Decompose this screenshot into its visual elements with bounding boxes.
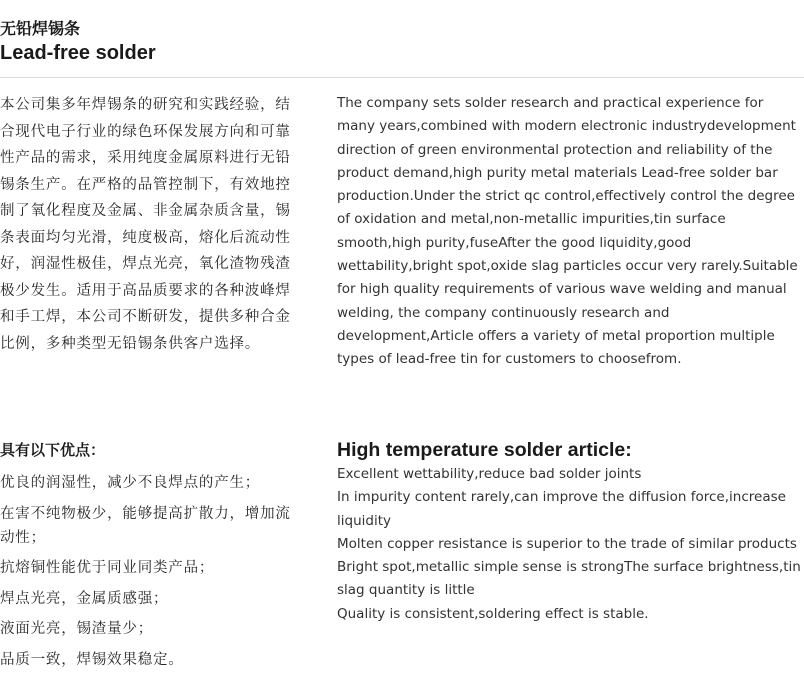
list-item: 焊点光亮，金属质感强； xyxy=(0,590,169,607)
advantages-list-chinese xyxy=(0,471,304,672)
intro-chinese-column xyxy=(0,92,304,357)
intro-paragraph-chinese: 本公司集多年焊锡条的研究和实践经验，结合现代电子行业的绿色环保发展方向和可靠性产品的需求，采用纯度金属原料进行无铅锡条生产。在严格的品管控制下，有效地控制了氧化程度及金属、非金属杂质含量，锡条表面均匀光滑，纯度极高，熔化后流动性好，润湿性极佳，焊点光亮，氧化渣物残渣极少发生。适用于高品质要求的各种波峰焊和手工焊，本公司不断研发，提供多种合金比例，多种类型无铅锡条供客户选择。 xyxy=(0,97,291,352)
list-item: Excellent wettability,reduce bad solder joints xyxy=(337,466,642,482)
page-title-english: Lead-free solder xyxy=(0,42,156,64)
intro-english-column xyxy=(337,92,804,372)
list-item: 抗熔铜性能优于同业同类产品； xyxy=(0,560,215,576)
list-item: 在害不纯物极少，能够提高扩散力，增加流动性； xyxy=(0,505,291,546)
advantages-chinese-section xyxy=(0,440,304,678)
advantages-list-english xyxy=(337,463,804,626)
intro-paragraph-english: The company sets solder research and practical experience for many years,combined with modern electronic industrydevelopment direction of green environmental protection and reliability of the product demand,high purity metal materials Lead-free solder bar production.Under the strict qc control,effectively control the degree of oxidation and metal,non-metallic impurities,tin surface smooth,high purity,fuseAfter the good liquidity,good wettability,bright spot,oxide slag particles occur very rarely.Suitable for high quality requirements of various wave welding and manual welding, the company continuously research and development,Article offers a variety of metal proportion multiple types of lead-free tin for customers to choosefrom. xyxy=(337,95,798,368)
list-item: In impurity content rarely,can improve the diffusion force,increase liquidity xyxy=(337,489,786,529)
advantages-heading-chinese: 具有以下优点： xyxy=(0,441,106,459)
list-item: 液面光亮，锡渣量少； xyxy=(0,621,153,637)
advantages-heading-english: High temperature solder article: xyxy=(337,439,632,461)
list-item: Molten copper resistance is superior to the trade of similar products xyxy=(337,535,797,552)
advantages-english-section xyxy=(337,438,804,626)
list-item: Bright spot,metallic simple sense is strongThe surface brightness,tin slag quantity is little xyxy=(337,559,801,599)
page-title-chinese: 无铅焊锡条 xyxy=(0,19,81,38)
header-divider xyxy=(0,77,804,78)
list-item: 品质一致，焊锡效果稳定。 xyxy=(0,651,184,668)
list-item: Quality is consistent,soldering effect is stable. xyxy=(337,605,649,622)
page-header xyxy=(0,18,804,66)
list-item: 优良的润湿性，减少不良焊点的产生； xyxy=(0,475,261,491)
